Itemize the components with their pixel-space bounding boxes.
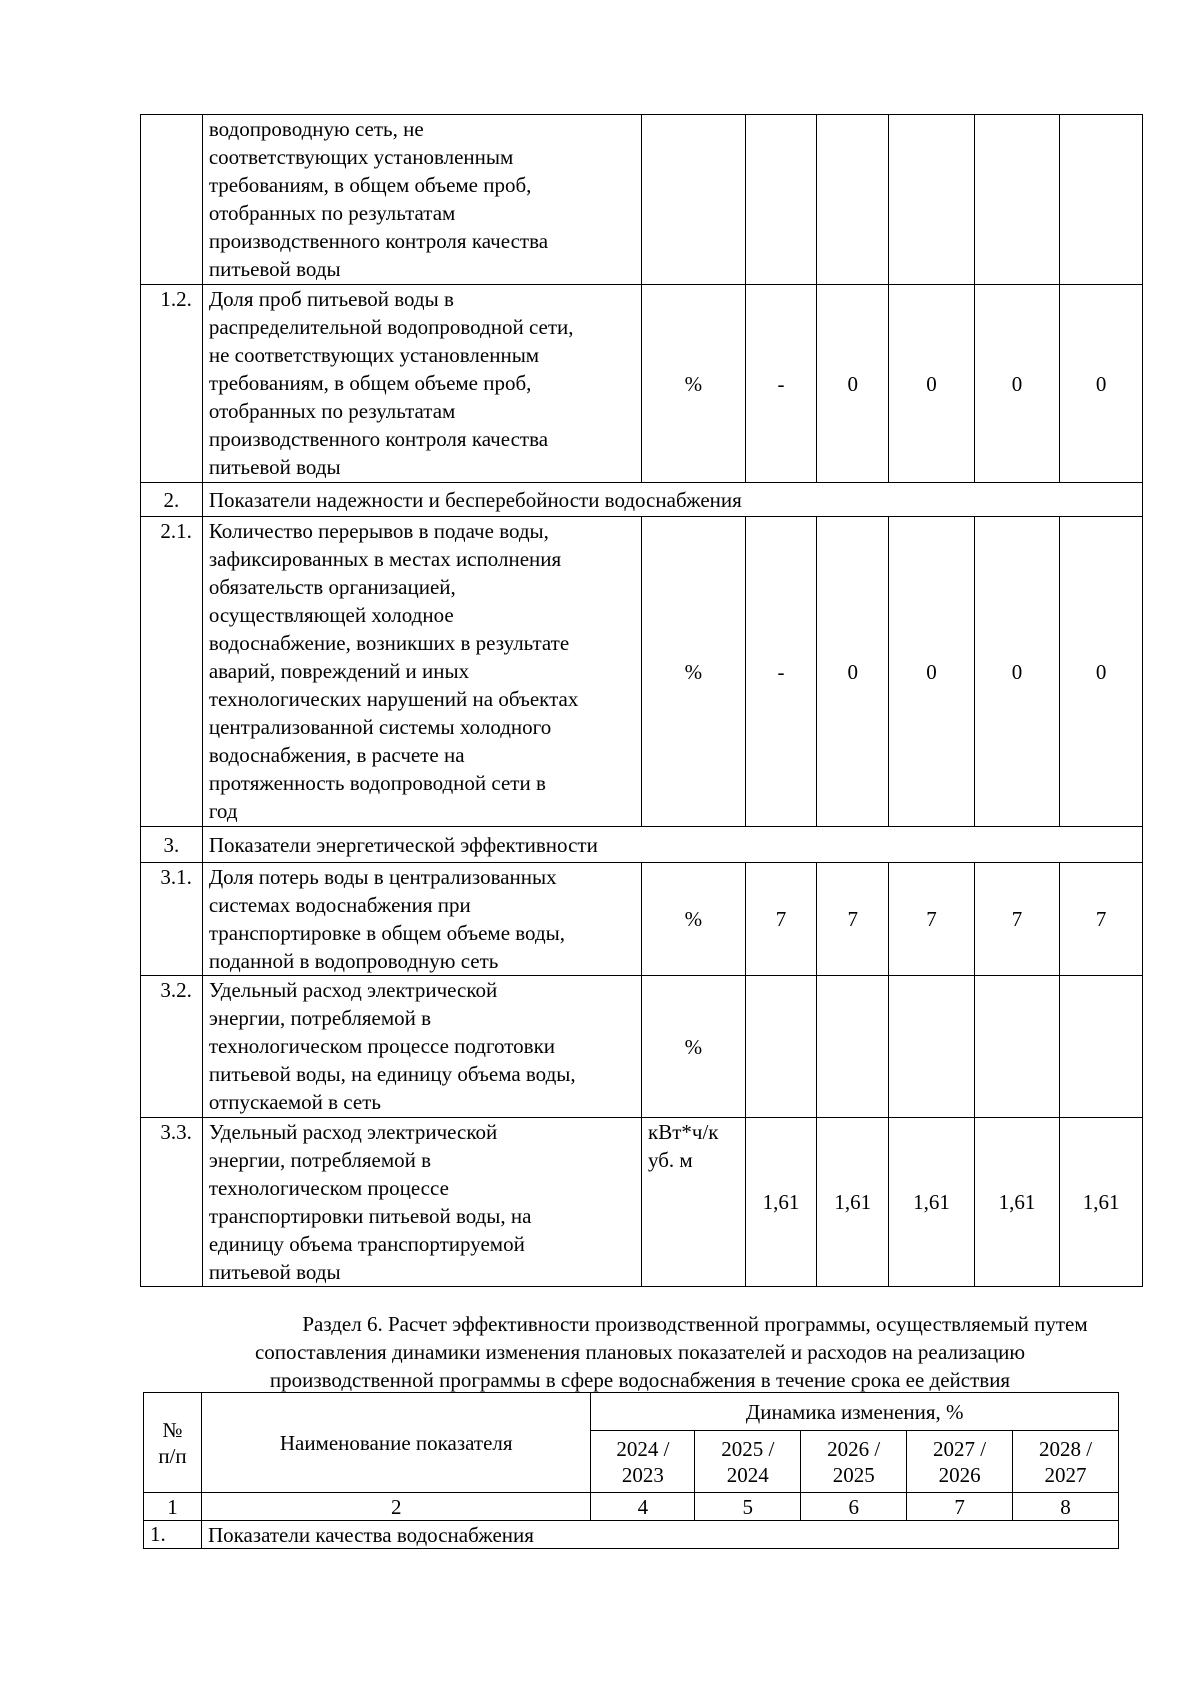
year-header: 2024 / 2023 [591, 1431, 695, 1493]
index-cell: 4 [591, 1493, 695, 1521]
index-cell: 8 [1013, 1493, 1119, 1521]
table-row [141, 517, 1143, 827]
col-number-header: № п/п [144, 1393, 202, 1493]
indicators-table [140, 114, 1143, 1287]
value-cell: 1,61 [889, 1118, 975, 1287]
table-row [141, 863, 1143, 976]
section-title: Показатели надежности и бесперебойности водоснабжения [202, 483, 1142, 517]
table-row [141, 1118, 1143, 1287]
section-row [141, 827, 1143, 863]
index-cell: 7 [907, 1493, 1013, 1521]
value-cell: 0 [1060, 517, 1143, 827]
value-cell: 7 [817, 863, 889, 976]
row-number: 3.1. [141, 863, 203, 976]
value-cell: 0 [889, 517, 975, 827]
indicator-name: Доля потерь воды в централизованных системах водоснабжения при транспортировке в общем объеме воды, поданной в водопроводную сеть [202, 863, 641, 976]
value-cell [1060, 115, 1143, 285]
section-row [144, 1521, 1119, 1549]
value-cell: 7 [745, 863, 817, 976]
unit [642, 115, 746, 285]
index-cell: 2 [201, 1493, 591, 1521]
value-cell: - [745, 285, 817, 483]
value-cell: 7 [1060, 863, 1143, 976]
index-row [144, 1493, 1119, 1521]
table-row [141, 285, 1143, 483]
value-cell: - [745, 517, 817, 827]
row-number: 1.2. [141, 285, 203, 483]
value-cell [974, 115, 1060, 285]
value-cell: 0 [974, 517, 1060, 827]
unit: % [642, 517, 746, 827]
section-number: 1. [144, 1521, 202, 1549]
value-cell: 0 [817, 285, 889, 483]
value-cell: 1,61 [1060, 1118, 1143, 1287]
value-cell: 7 [974, 863, 1060, 976]
indicator-name: Удельный расход электрической энергии, потребляемой в технологическом процессе транспортировки питьевой воды, на единицу объема транспортируемой питьевой воды [202, 1118, 641, 1287]
value-cell: 1,61 [817, 1118, 889, 1287]
index-cell: 5 [695, 1493, 801, 1521]
section-heading: Раздел 6. Расчет эффективности производственной программы, осуществляемый путем сопоставления динамики изменения плановых показателей и расходов на реализацию производственной программы в сфере водоснабжения в течение срока ее действия [254, 1312, 1088, 1392]
year-header: 2027 / 2026 [907, 1431, 1013, 1493]
index-cell: 1 [144, 1493, 202, 1521]
value-cell [745, 976, 817, 1118]
section-row [141, 483, 1143, 517]
section-number: 3. [141, 827, 203, 863]
unit: % [642, 863, 746, 976]
value-cell: 0 [817, 517, 889, 827]
value-cell: 0 [1060, 285, 1143, 483]
unit: % [642, 285, 746, 483]
header-row [144, 1393, 1119, 1431]
value-cell [817, 976, 889, 1118]
row-number: 2.1. [141, 517, 203, 827]
col-dynamics-header: Динамика изменения, % [591, 1393, 1119, 1431]
section-title: Показатели качества водоснабжения [201, 1521, 1118, 1549]
value-cell [889, 115, 975, 285]
section-number: 2. [141, 483, 203, 517]
year-header: 2025 / 2024 [695, 1431, 801, 1493]
table-row [141, 115, 1143, 285]
unit: % [642, 976, 746, 1118]
value-cell: 1,61 [745, 1118, 817, 1287]
value-cell: 7 [889, 863, 975, 976]
value-cell [889, 976, 975, 1118]
value-cell: 0 [974, 285, 1060, 483]
index-cell: 6 [801, 1493, 907, 1521]
col-name-header: Наименование показателя [201, 1393, 591, 1493]
indicator-name: водопроводную сеть, не соответствующих установленным требованиям, в общем объеме проб, отобранных по результатам производственного контроля качества питьевой воды [202, 115, 641, 285]
value-cell [1060, 976, 1143, 1118]
section-title: Показатели энергетической эффективности [202, 827, 1142, 863]
indicator-name: Доля проб питьевой воды в распределительной водопроводной сети, не соответствующих установленным требованиям, в общем объеме проб, отобранных по результатам производственного контроля качества питьевой воды [202, 285, 641, 483]
table-row [141, 976, 1143, 1118]
value-cell [817, 115, 889, 285]
row-number: 3.2. [141, 976, 203, 1118]
row-number [141, 115, 203, 285]
value-cell [745, 115, 817, 285]
indicator-name: Удельный расход электрической энергии, потребляемой в технологическом процессе подготовки питьевой воды, на единицу объема воды, отпускаемой в сеть [202, 976, 641, 1118]
value-cell: 1,61 [974, 1118, 1060, 1287]
value-cell: 0 [889, 285, 975, 483]
unit: кВт*ч/к уб. м [642, 1118, 746, 1287]
year-header: 2028 / 2027 [1013, 1431, 1119, 1493]
row-number: 3.3. [141, 1118, 203, 1287]
dynamics-table [143, 1392, 1119, 1549]
indicator-name: Количество перерывов в подаче воды, зафиксированных в местах исполнения обязательств организацией, осуществляющей холодное водоснабжение, возникших в результате аварий, повреждений и иных технологических нарушений на объектах централизованной системы холодного водоснабжения, в расчете на протяженность водопроводной сети в год [202, 517, 641, 827]
value-cell [974, 976, 1060, 1118]
year-header: 2026 / 2025 [801, 1431, 907, 1493]
